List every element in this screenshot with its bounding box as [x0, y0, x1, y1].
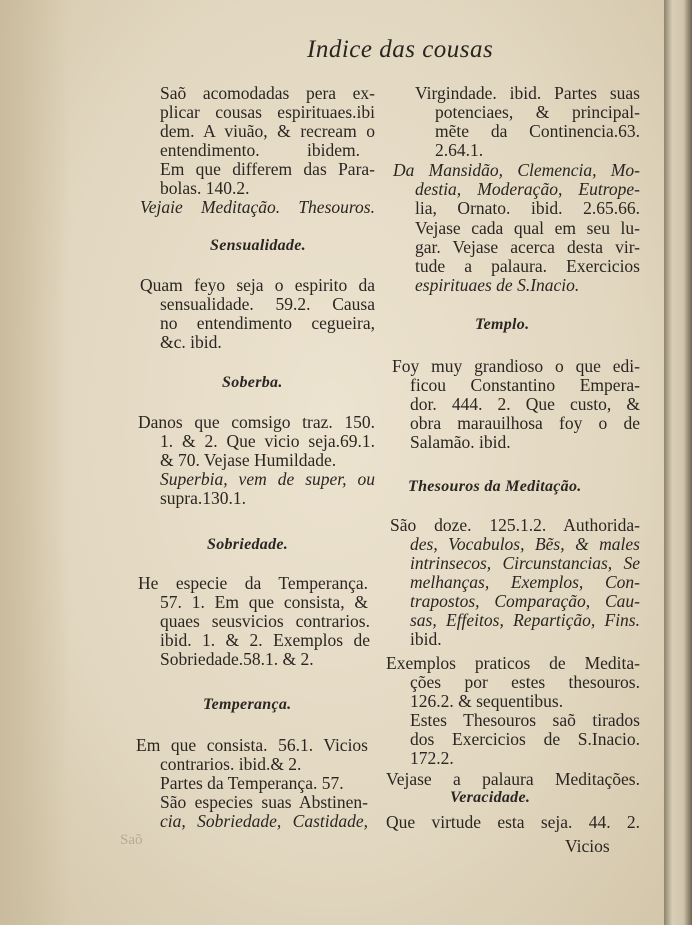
index-line: Salamão. ibid. [410, 432, 511, 452]
index-line: potenciaes, & principal- [435, 102, 640, 122]
index-line: He especie da Temperança. [138, 573, 368, 593]
section-heading: Veracidade. [450, 789, 531, 806]
section-heading: Templo. [475, 316, 530, 333]
index-line: cia, Sobriedade, Castidade, [160, 811, 368, 831]
index-line: 172.2. [410, 748, 454, 768]
index-line: São doze. 125.1.2. Authorida- [390, 515, 640, 535]
index-line: Partes da Temperança. 57. [160, 773, 344, 793]
index-line: melhanças, Exemplos, Con- [410, 572, 640, 592]
index-line: quaes seusvicios contrarios. [160, 611, 370, 631]
section-heading: Temperança. [203, 696, 292, 713]
index-line: gar. Vejase acerca desta vir- [415, 237, 640, 257]
section-heading: Sensualidade. [210, 237, 306, 254]
index-line: 2.64.1. [435, 140, 484, 160]
index-line: mẽte da Continencia.63. [435, 121, 640, 141]
index-line: Da Mansidão, Clemencia, Mo- [393, 160, 640, 180]
index-line: &c. ibid. [160, 332, 222, 352]
index-line: Sobriedade.58.1. & 2. [160, 649, 314, 669]
index-line: dor. 444. 2. Que custo, & [410, 394, 640, 414]
index-line: espirituaes de S.Inacio. [415, 275, 580, 295]
section-heading: Sobriedade. [207, 536, 289, 553]
index-line: supra.130.1. [160, 488, 247, 508]
index-line: obra marauilhosa foy o de [410, 413, 640, 433]
index-line: Que virtude esta seja. 44. 2. [386, 812, 640, 832]
index-line: tude a palaura. Exercicios [415, 256, 640, 276]
index-line: sas, Effeitos, Repartição, Fins. [410, 610, 640, 630]
index-line: ibid. 1. & 2. Exemplos de [160, 630, 370, 650]
running-head: Indice das cousas [307, 36, 494, 63]
index-line: ficou Constantino Empera- [410, 375, 640, 395]
index-line: bolas. 140.2. [160, 178, 250, 198]
section-heading: Soberba. [222, 374, 283, 391]
index-line: Vejase a palaura Meditações. [386, 769, 640, 789]
index-line: Exemplos praticos de Medita- [386, 653, 640, 673]
index-line: ibid. [410, 629, 442, 649]
index-line: Quam feyo seja o espirito da [140, 275, 375, 295]
index-line: trapostos, Comparação, Cau- [410, 591, 640, 611]
index-line: Saõ acomodadas pera ex- [160, 83, 375, 103]
index-line: Superbia, vem de super, ou [160, 469, 375, 489]
index-line: Virgindade. ibid. Partes suas [415, 83, 640, 103]
show-through-text: Saõ [120, 832, 143, 848]
index-line: Em que consista. 56.1. Vicios [136, 735, 368, 755]
index-line: entendimento. ibidem. [160, 140, 360, 160]
index-line: intrinsecos, Circunstancias, Se [410, 553, 640, 573]
index-line: sensualidade. 59.2. Causa [160, 294, 375, 314]
index-line: Foy muy grandioso o que edi- [392, 356, 640, 376]
index-line: dem. A viuão, & recream o [160, 121, 375, 141]
index-line: 126.2. & sequentibus. [410, 691, 564, 711]
index-line: 1. & 2. Que vicio seja.69.1. [160, 431, 375, 451]
index-line: Vejase cada qual em seu lu- [415, 218, 640, 238]
index-line: Vicios [565, 836, 610, 856]
index-line: lia, Ornato. ibid. 2.65.66. [415, 198, 640, 218]
index-line: Vejaie Meditação. Thesouros. [140, 197, 375, 217]
section-heading: Thesouros da Meditação. [408, 478, 582, 495]
index-line: & 70. Vejase Humildade. [160, 450, 337, 470]
index-line: dos Exercicios de S.Inacio. [410, 729, 640, 749]
index-line: no entendimento cegueira, [160, 313, 375, 333]
index-line: plicar cousas espirituaes.ibi [160, 102, 375, 122]
index-line: destia, Moderação, Eutrope- [415, 179, 640, 199]
index-line: des, Vocabulos, Bẽs, & males [410, 534, 640, 554]
index-line: contrarios. ibid.& 2. [160, 754, 302, 774]
index-line: Em que differem das Para- [160, 159, 375, 179]
index-line: Danos que comsigo traz. 150. [138, 412, 375, 432]
index-line: 57. 1. Em que consista, & [160, 592, 368, 612]
page-edge [664, 0, 692, 925]
index-line: São especies suas Abstinen- [160, 792, 368, 812]
index-line: Estes Thesouros saõ tirados [410, 710, 640, 730]
index-line: ções por estes thesouros. [410, 672, 640, 692]
